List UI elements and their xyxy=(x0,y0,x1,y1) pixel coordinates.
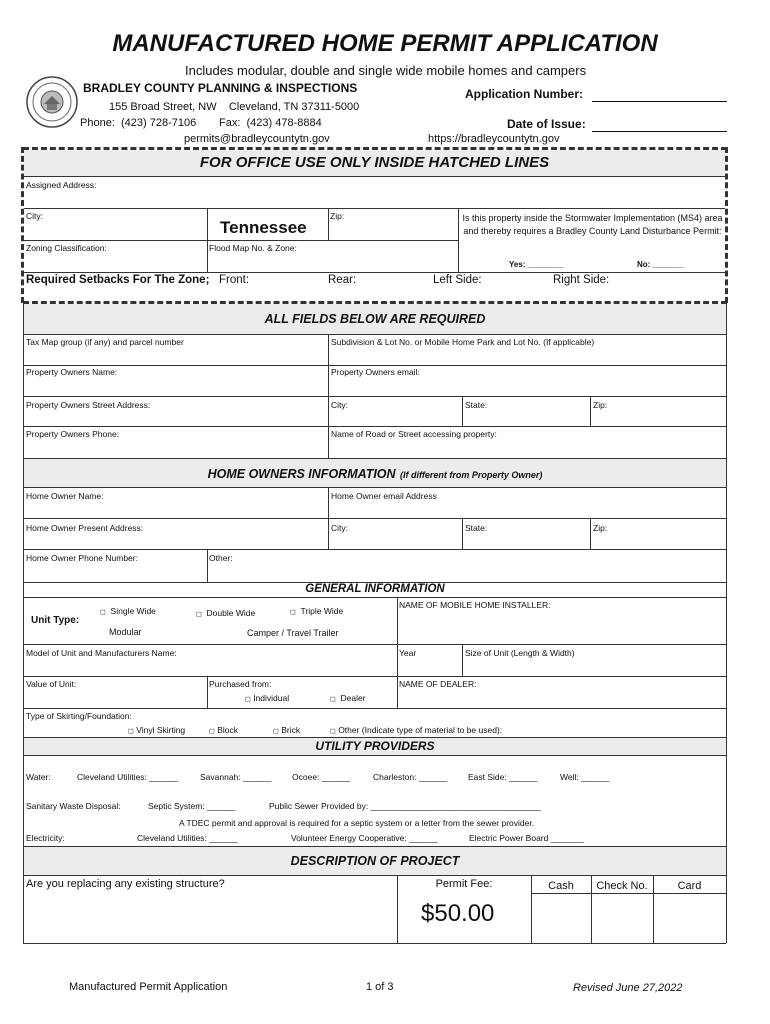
home-owner-address-field[interactable]: Home Owner Present Address: xyxy=(26,523,144,533)
property-owner-state-field[interactable]: State: xyxy=(465,400,488,410)
setback-right-side[interactable]: Right Side: xyxy=(553,274,610,286)
utility-heading: UTILITY PROVIDERS xyxy=(315,739,435,753)
home-owner-other-field[interactable]: Other: xyxy=(209,553,233,563)
road-name-field[interactable]: Name of Road or Street accessing property: xyxy=(331,429,497,439)
checkbox-icon[interactable]: ◻ xyxy=(196,611,202,618)
modular-option[interactable]: Modular xyxy=(109,627,142,637)
block-option[interactable]: ◻ Block xyxy=(209,725,238,735)
application-number-label: Application Number: xyxy=(465,87,584,101)
required-heading: ALL FIELDS BELOW ARE REQUIRED xyxy=(264,312,486,326)
checkbox-icon[interactable]: ◻ xyxy=(290,609,296,616)
property-owner-phone-field[interactable]: Property Owners Phone: xyxy=(26,429,120,439)
property-owner-zip-field[interactable]: Zip: xyxy=(593,400,608,410)
home-owner-heading-note: (If different from Property Owner) xyxy=(400,470,543,480)
home-owner-email-field[interactable]: Home Owner email Address xyxy=(331,491,437,501)
vinyl-skirting-option[interactable]: ◻ Vinyl Skirting xyxy=(128,725,186,735)
stormwater-no[interactable]: No: _______ xyxy=(637,260,684,269)
home-owner-state-field[interactable]: State: xyxy=(465,523,488,533)
form-bottom-border xyxy=(23,943,726,944)
dealer-option[interactable]: ◻ Dealer xyxy=(330,693,366,703)
tdec-note: A TDEC permit and approval is required for a septic system or a letter from the sewer provider. xyxy=(179,818,535,828)
office-city-field[interactable]: City: xyxy=(26,211,43,221)
property-owner-city-field[interactable]: City: xyxy=(331,400,348,410)
individual-option[interactable]: ◻ Individual xyxy=(245,693,290,703)
application-number-line[interactable] xyxy=(592,101,727,102)
camper-option[interactable]: Camper / Travel Trailer xyxy=(247,628,339,638)
checkbox-icon[interactable]: ◻ xyxy=(128,728,134,735)
unit-type-label: Unit Type: xyxy=(31,615,80,626)
unit-value-field[interactable]: Value of Unit: xyxy=(26,679,77,689)
date-of-issue-label: Date of Issue: xyxy=(507,117,586,131)
zoning-field[interactable]: Zoning Classification: xyxy=(26,243,107,253)
page-subtitle: Includes modular, double and single wide mobile homes and campers xyxy=(185,63,587,78)
footer-revised: Revised June 27,2022 xyxy=(573,982,683,994)
water-savannah[interactable]: Savannah: ______ xyxy=(200,772,272,782)
setback-left-side[interactable]: Left Side: xyxy=(433,274,482,286)
water-ocoee[interactable]: Ocoee: ______ xyxy=(292,772,351,782)
sanitary-label: Sanitary Waste Disposal: xyxy=(26,801,121,811)
stormwater-question: Is this property inside the Stormwater Implementation (MS4) area and thereby requires a Bradley County Land Disturbance Permit: xyxy=(462,213,723,236)
property-owner-name-field[interactable]: Property Owners Name: xyxy=(26,367,118,377)
setback-front[interactable]: Front: xyxy=(219,274,250,286)
office-use-heading: FOR OFFICE USE ONLY INSIDE HATCHED LINES xyxy=(199,154,550,171)
electric-volunteer[interactable]: Volunteer Energy Cooperative: ______ xyxy=(291,833,438,843)
model-field[interactable]: Model of Unit and Manufacturers Name: xyxy=(26,648,177,658)
unit-size-field[interactable]: Size of Unit (Length & Width) xyxy=(465,648,575,658)
payment-card[interactable]: Card xyxy=(677,880,702,892)
general-heading: GENERAL INFORMATION xyxy=(305,583,445,595)
checkbox-icon[interactable]: ◻ xyxy=(273,728,279,735)
payment-check[interactable]: Check No. xyxy=(596,880,648,892)
checkbox-icon[interactable]: ◻ xyxy=(209,728,215,735)
stormwater-yes[interactable]: Yes: ________ xyxy=(509,260,564,269)
checkbox-icon[interactable]: ◻ xyxy=(330,728,336,735)
tax-map-field[interactable]: Tax Map group (if any) and parcel number xyxy=(26,337,184,347)
property-owner-email-field[interactable]: Property Owners email: xyxy=(331,367,420,377)
county-seal-icon xyxy=(26,76,78,128)
checkbox-icon[interactable]: ◻ xyxy=(245,696,251,703)
home-owner-phone-field[interactable]: Home Owner Phone Number: xyxy=(26,553,138,563)
year-field[interactable]: Year xyxy=(399,648,417,658)
checkbox-icon[interactable]: ◻ xyxy=(330,696,336,703)
office-website: https://bradleycountytn.gov xyxy=(428,133,560,145)
checkbox-icon[interactable]: ◻ xyxy=(100,609,106,616)
other-skirting-option[interactable]: ◻ Other (Indicate type of material to be used): xyxy=(330,725,503,735)
dealer-name-field[interactable]: NAME OF DEALER: xyxy=(399,679,477,689)
home-owner-zip-field[interactable]: Zip: xyxy=(593,523,608,533)
office-zip-field[interactable]: Zip: xyxy=(330,211,345,221)
setback-rear[interactable]: Rear: xyxy=(328,274,357,286)
double-wide-option[interactable]: ◻ Double Wide xyxy=(196,608,256,618)
electric-cleveland[interactable]: Cleveland Utilities: ______ xyxy=(137,833,238,843)
setbacks-label: Required Setbacks For The Zone; xyxy=(26,274,210,286)
project-heading: DESCRIPTION OF PROJECT xyxy=(290,854,460,868)
assigned-address-field[interactable]: Assigned Address: xyxy=(26,180,97,190)
form-right-border xyxy=(726,303,727,943)
electricity-label: Electricity: xyxy=(26,833,65,843)
home-owner-city-field[interactable]: City: xyxy=(331,523,348,533)
home-owner-name-field[interactable]: Home Owner Name: xyxy=(26,491,104,501)
home-owner-heading: HOME OWNERS INFORMATION xyxy=(207,467,396,481)
electric-epb[interactable]: Electric Power Board _______ xyxy=(469,833,584,843)
office-phone: Phone: (423) 728-7106 xyxy=(80,117,197,129)
office-fax: Fax: (423) 478-8884 xyxy=(219,117,322,129)
page-title: MANUFACTURED HOME PERMIT APPLICATION xyxy=(112,30,658,57)
state-value: Tennessee xyxy=(220,218,307,237)
brick-option[interactable]: ◻ Brick xyxy=(273,725,301,735)
date-of-issue-line[interactable] xyxy=(592,131,727,132)
triple-wide-option[interactable]: ◻ Triple Wide xyxy=(290,606,344,616)
office-address: 155 Broad Street, NW Cleveland, TN 37311-5000 xyxy=(109,101,360,113)
water-charleston[interactable]: Charleston: ______ xyxy=(373,772,448,782)
water-cleveland[interactable]: Cleveland Utilities: ______ xyxy=(77,772,178,782)
hatch-right xyxy=(725,147,728,303)
flood-map-field[interactable]: Flood Map No. & Zone: xyxy=(209,243,297,253)
skirting-label: Type of Skirting/Foundation: xyxy=(26,711,132,721)
installer-name-field[interactable]: NAME OF MOBILE HOME INSTALLER: xyxy=(399,600,551,610)
water-label: Water: xyxy=(26,772,51,782)
replacing-structure-field[interactable]: Are you replacing any existing structure? xyxy=(26,878,225,890)
office-name: BRADLEY COUNTY PLANNING & INSPECTIONS xyxy=(83,81,358,95)
public-sewer[interactable]: Public Sewer Provided by: ____________________________________ xyxy=(269,801,541,811)
water-east-side[interactable]: East Side: ______ xyxy=(468,772,538,782)
subdivision-field[interactable]: Subdivision & Lot No. or Mobile Home Park and Lot No. (If applicable) xyxy=(331,337,595,347)
septic-system[interactable]: Septic System: ______ xyxy=(148,801,236,811)
water-well[interactable]: Well: ______ xyxy=(560,772,610,782)
permit-fee-label: Permit Fee: xyxy=(435,878,493,890)
payment-cash[interactable]: Cash xyxy=(548,880,574,892)
permit-fee-amount: $50.00 xyxy=(421,900,495,927)
footer-page-number: 1 of 3 xyxy=(366,981,394,993)
footer-title: Manufactured Permit Application xyxy=(69,981,228,993)
property-owner-street-field[interactable]: Property Owners Street Address: xyxy=(26,400,151,410)
office-email: permits@bradleycountytn.gov xyxy=(184,133,330,145)
single-wide-option[interactable]: ◻ Single Wide xyxy=(100,606,156,616)
purchased-from-label: Purchased from: xyxy=(209,679,272,689)
